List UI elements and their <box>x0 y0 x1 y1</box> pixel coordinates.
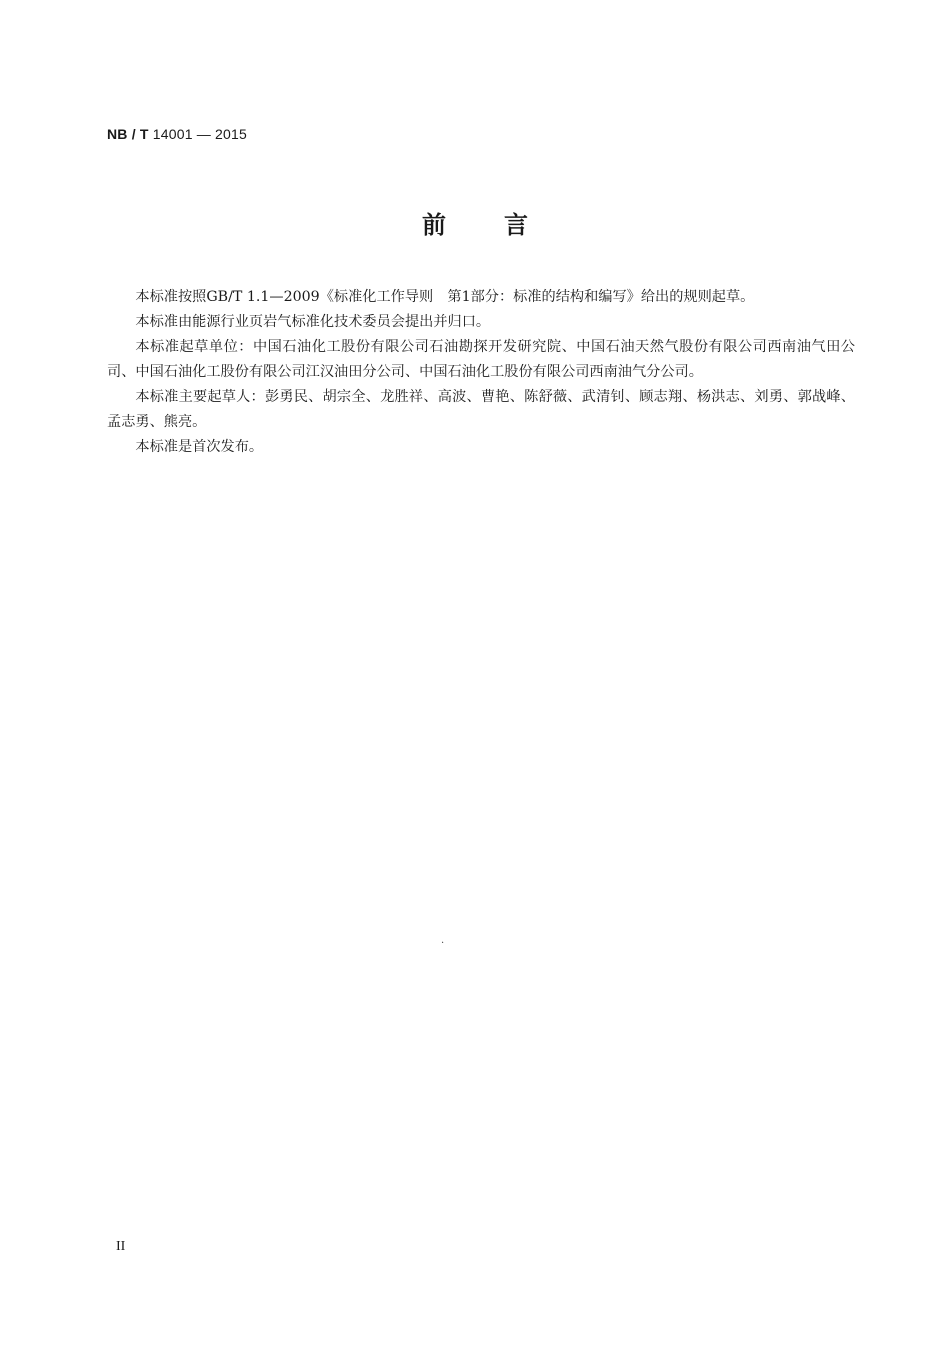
foreword-body <box>107 285 855 460</box>
paragraph-drafting-rules: 本标准按照GB/T 1.1—2009《标准化工作导则 第1部分：标准的结构和编写》给出的规则起草。 <box>135 289 755 305</box>
paragraph-drafting-units: 本标准起草单位：中国石油化工股份有限公司石油勘探开发研究院、中国石油天然气股份有限公司西南油气田公司、中国石油化工股份有限公司江汉油田分公司、中国石油化工股份有限公司西南油气分公司。 <box>107 339 855 380</box>
stray-dot: . <box>441 935 445 946</box>
standard-code <box>107 126 247 142</box>
paragraph-proposer: 本标准由能源行业页岩气标准化技术委员会提出并归口。 <box>135 314 491 330</box>
standard-prefix: NB / T <box>107 126 149 142</box>
page-number: II <box>116 1239 126 1254</box>
paragraph-first-release: 本标准是首次发布。 <box>135 439 264 455</box>
standard-number: 14001 — 2015 <box>152 126 248 142</box>
paragraph-drafters: 本标准主要起草人：彭勇民、胡宗全、龙胜祥、高波、曹艳、陈舒薇、武清钊、顾志翔、杨洪志、刘勇、郭战峰、孟志勇、熊亮。 <box>107 389 855 430</box>
page-title: 前言 <box>422 211 586 239</box>
